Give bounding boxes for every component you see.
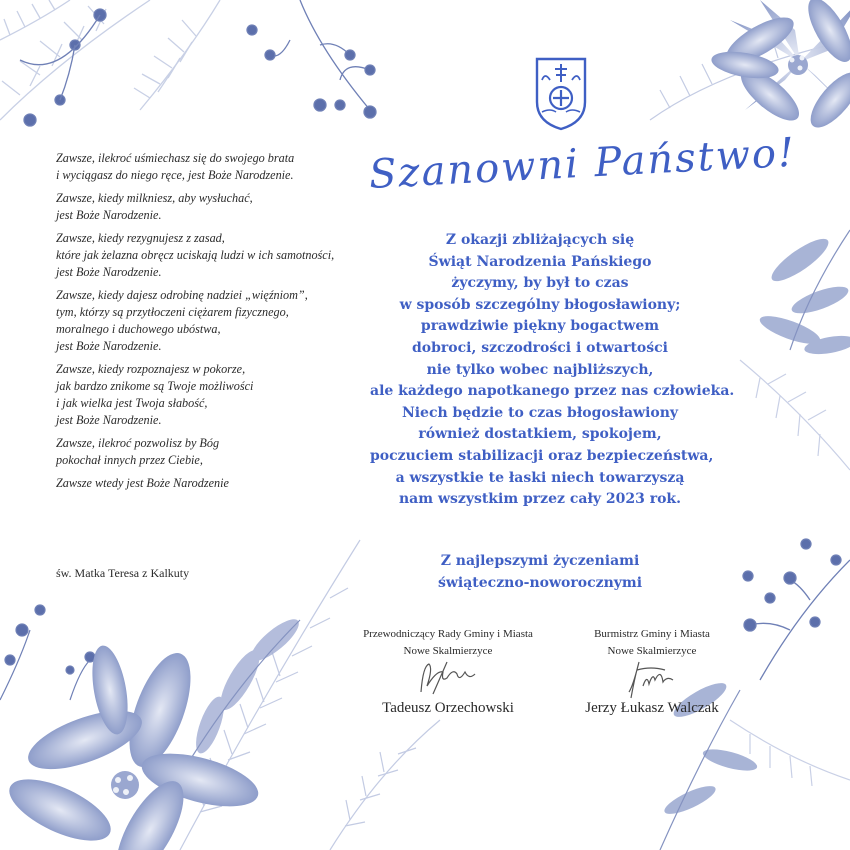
pine-branch-top-left [0,0,220,120]
poem-stanza [56,475,366,492]
poem-stanza [56,230,366,281]
signatory-name: Tadeusz Orzechowski [382,700,514,716]
poem-stanza [56,150,366,184]
message-line: Z okazji zbliżających się [445,232,635,248]
poinsettia-top-right [650,0,850,135]
poem-line: Zawsze, kiedy milkniesz, aby wysłuchać, [56,191,253,205]
handwritten-signature-icon [403,656,493,700]
closing-line: świąteczno-noworocznymi [437,575,643,591]
leaves-right [757,230,850,357]
poem-line: które jak żelazna obręcz uciskają ludzi w ich samotności, [56,248,335,262]
poem [56,150,366,498]
poem-line: jest Boże Narodzenie. [56,208,162,222]
poem-line: jest Boże Narodzenie. [56,265,162,279]
greeting-message [370,230,735,511]
greeting-heading: Szanowni Państwo! [367,129,798,198]
signatory-name: Jerzy Łukasz Walczak [585,700,719,716]
signatory-location: Nowe Skalmierzyce [403,645,493,657]
poem-line: Zawsze, kiedy rezygnujesz z zasad, [56,231,225,245]
poem-line: jak bardzo znikome są Twoje możliwości [56,379,254,393]
poem-line: moralnego i duchowego ubóstwa, [56,322,221,336]
message-line: również dostatkiem, spokojem, [418,426,662,443]
message-line: w sposób szczególny błogosławiony; [399,296,681,313]
closing-wishes [370,550,710,594]
signatory-title: Przewodniczący Rady Gminy i Miasta [363,628,533,640]
poem-line: i jak wielka jest Twoja słabość, [56,396,208,410]
berry-stem-top-left [20,0,376,126]
poem-stanza [56,287,366,355]
message-line: nam wszystkim przez cały 2023 rok. [399,491,681,508]
poem-line: jest Boże Narodzenie. [56,339,162,353]
signatory-title: Burmistrz Gminy i Miasta [594,628,710,640]
message-line: Świąt Narodzenia Pańskiego [428,253,652,270]
poem-line: Zawsze, kiedy rozpoznajesz w pokorze, [56,362,246,376]
message-line: prawdziwie piękny bogactwem [420,318,660,335]
poem-line: Zawsze, ilekroć pozwolisz by Bóg [56,436,220,450]
poem-line: Zawsze wtedy jest Boże Narodzenie [56,476,229,490]
poem-line: tym, którzy są przytłoczeni ciężarem fizycznego, [56,305,289,319]
poem-stanza [56,190,366,224]
leaves-bottom-left [190,613,304,760]
message-line: a wszystkie te łaski niech towarzyszą [395,469,685,486]
coat-of-arms-icon [534,56,588,132]
message-line: życzymy, by był to czas [451,275,629,292]
poem-stanza [56,435,366,469]
message-line: ale każdego napotkanego przez nas człowieka. [370,383,735,400]
poem-line: jest Boże Narodzenie. [56,413,162,427]
poem-stanza [56,361,366,429]
handwritten-signature-icon [607,656,697,700]
poem-line: i wyciągasz do niego ręce, jest Boże Narodzenie. [56,168,294,182]
poinsettia-bottom-left [1,643,264,850]
poem-line: Zawsze, ilekroć uśmiechasz się do swojego brata [56,151,295,165]
message-line: Niech będzie to czas błogosławiony [401,404,679,421]
message-line: nie tylko wobec najbliższych, [426,361,654,378]
poem-line: pokochał innych przez Ciebie, [56,453,203,467]
signatory-location: Nowe Skalmierzyce [607,645,697,657]
closing-line: Z najlepszymi życzeniami [440,553,640,569]
message-line: poczuciem stabilizacji oraz bezpieczeństwa, [370,447,714,464]
signatory-mayor [547,626,757,716]
signatory-council-chairman [343,626,553,716]
poem-line: Zawsze, kiedy dajesz odrobinę nadziei „więźniom”, [56,288,308,302]
berry-stem-bottom-right [743,539,850,680]
message-line: dobroci, szczodrości i otwartości [412,339,668,356]
poem-attribution: św. Matka Teresa z Kalkuty [56,566,190,580]
berry-stem-bottom-left [0,605,95,700]
